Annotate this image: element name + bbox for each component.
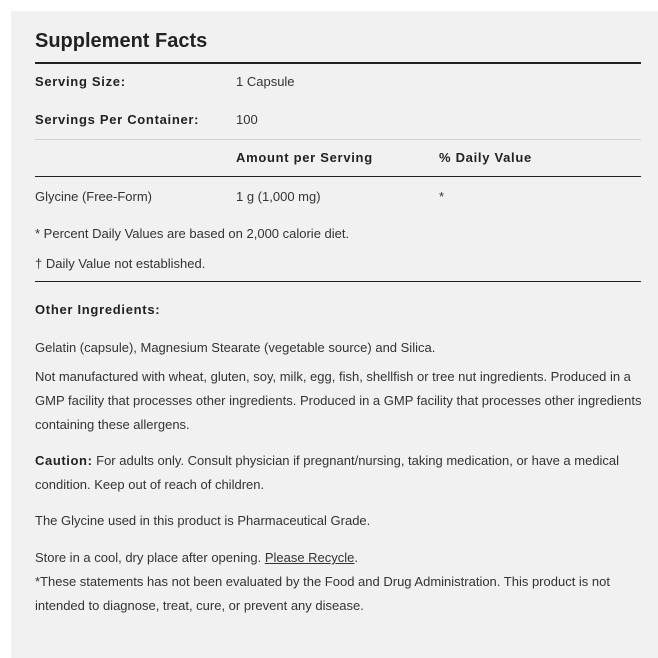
other-ingredients-text: Gelatin (capsule), Magnesium Stearate (vegetable source) and Silica. bbox=[35, 340, 436, 355]
caution-label: Caution: bbox=[35, 453, 93, 468]
servings-per-container-label: Servings Per Container: bbox=[35, 112, 200, 127]
nutrient-amount: 1 g (1,000 mg) bbox=[236, 189, 321, 204]
header-divider bbox=[35, 176, 641, 177]
supplement-facts-panel bbox=[11, 11, 658, 658]
recycle-link[interactable]: Please Recycle bbox=[264, 550, 355, 565]
other-ingredients-label: Other Ingredients: bbox=[35, 302, 161, 317]
allergen-statement: Not manufactured with wheat, gluten, soy, milk, egg, fish, shellfish or tree nut ingredients. Produced in a GMP facility that processes other ingredients. Produced in a GMP facility that processes other ingredients containing these allergens. bbox=[35, 369, 642, 432]
section-divider bbox=[35, 281, 641, 282]
caution-paragraph bbox=[35, 449, 647, 497]
storage-suffix: . bbox=[354, 550, 359, 565]
serving-size-label: Serving Size: bbox=[35, 74, 126, 89]
serving-size-value: 1 Capsule bbox=[236, 74, 295, 89]
caution-text: For adults only. Consult physician if pregnant/nursing, taking medication, or have a medical condition. Keep out of reach of children. bbox=[35, 453, 620, 492]
nutrient-daily-value: * bbox=[439, 189, 445, 204]
footnote-dagger: † Daily Value not established. bbox=[35, 256, 206, 271]
page-title: Supplement Facts bbox=[35, 30, 208, 52]
title-divider bbox=[35, 62, 641, 64]
row-divider bbox=[35, 139, 641, 140]
footnote-percent-daily: * Percent Daily Values are based on 2,000 calorie diet. bbox=[35, 226, 350, 241]
storage-text: Store in a cool, dry place after opening. bbox=[35, 550, 265, 565]
fda-disclaimer: *These statements has not been evaluated by the Food and Drug Administration. This product is not intended to diagnose, treat, cure, or prevent any disease. bbox=[35, 574, 610, 613]
servings-per-container-value: 100 bbox=[236, 112, 258, 127]
grade-statement: The Glycine used in this product is Pharmaceutical Grade. bbox=[35, 513, 371, 528]
storage-paragraph bbox=[35, 546, 647, 570]
amount-per-serving-header: Amount per Serving bbox=[236, 150, 373, 165]
daily-value-header: % Daily Value bbox=[439, 150, 532, 165]
nutrient-name: Glycine (Free-Form) bbox=[35, 189, 153, 204]
